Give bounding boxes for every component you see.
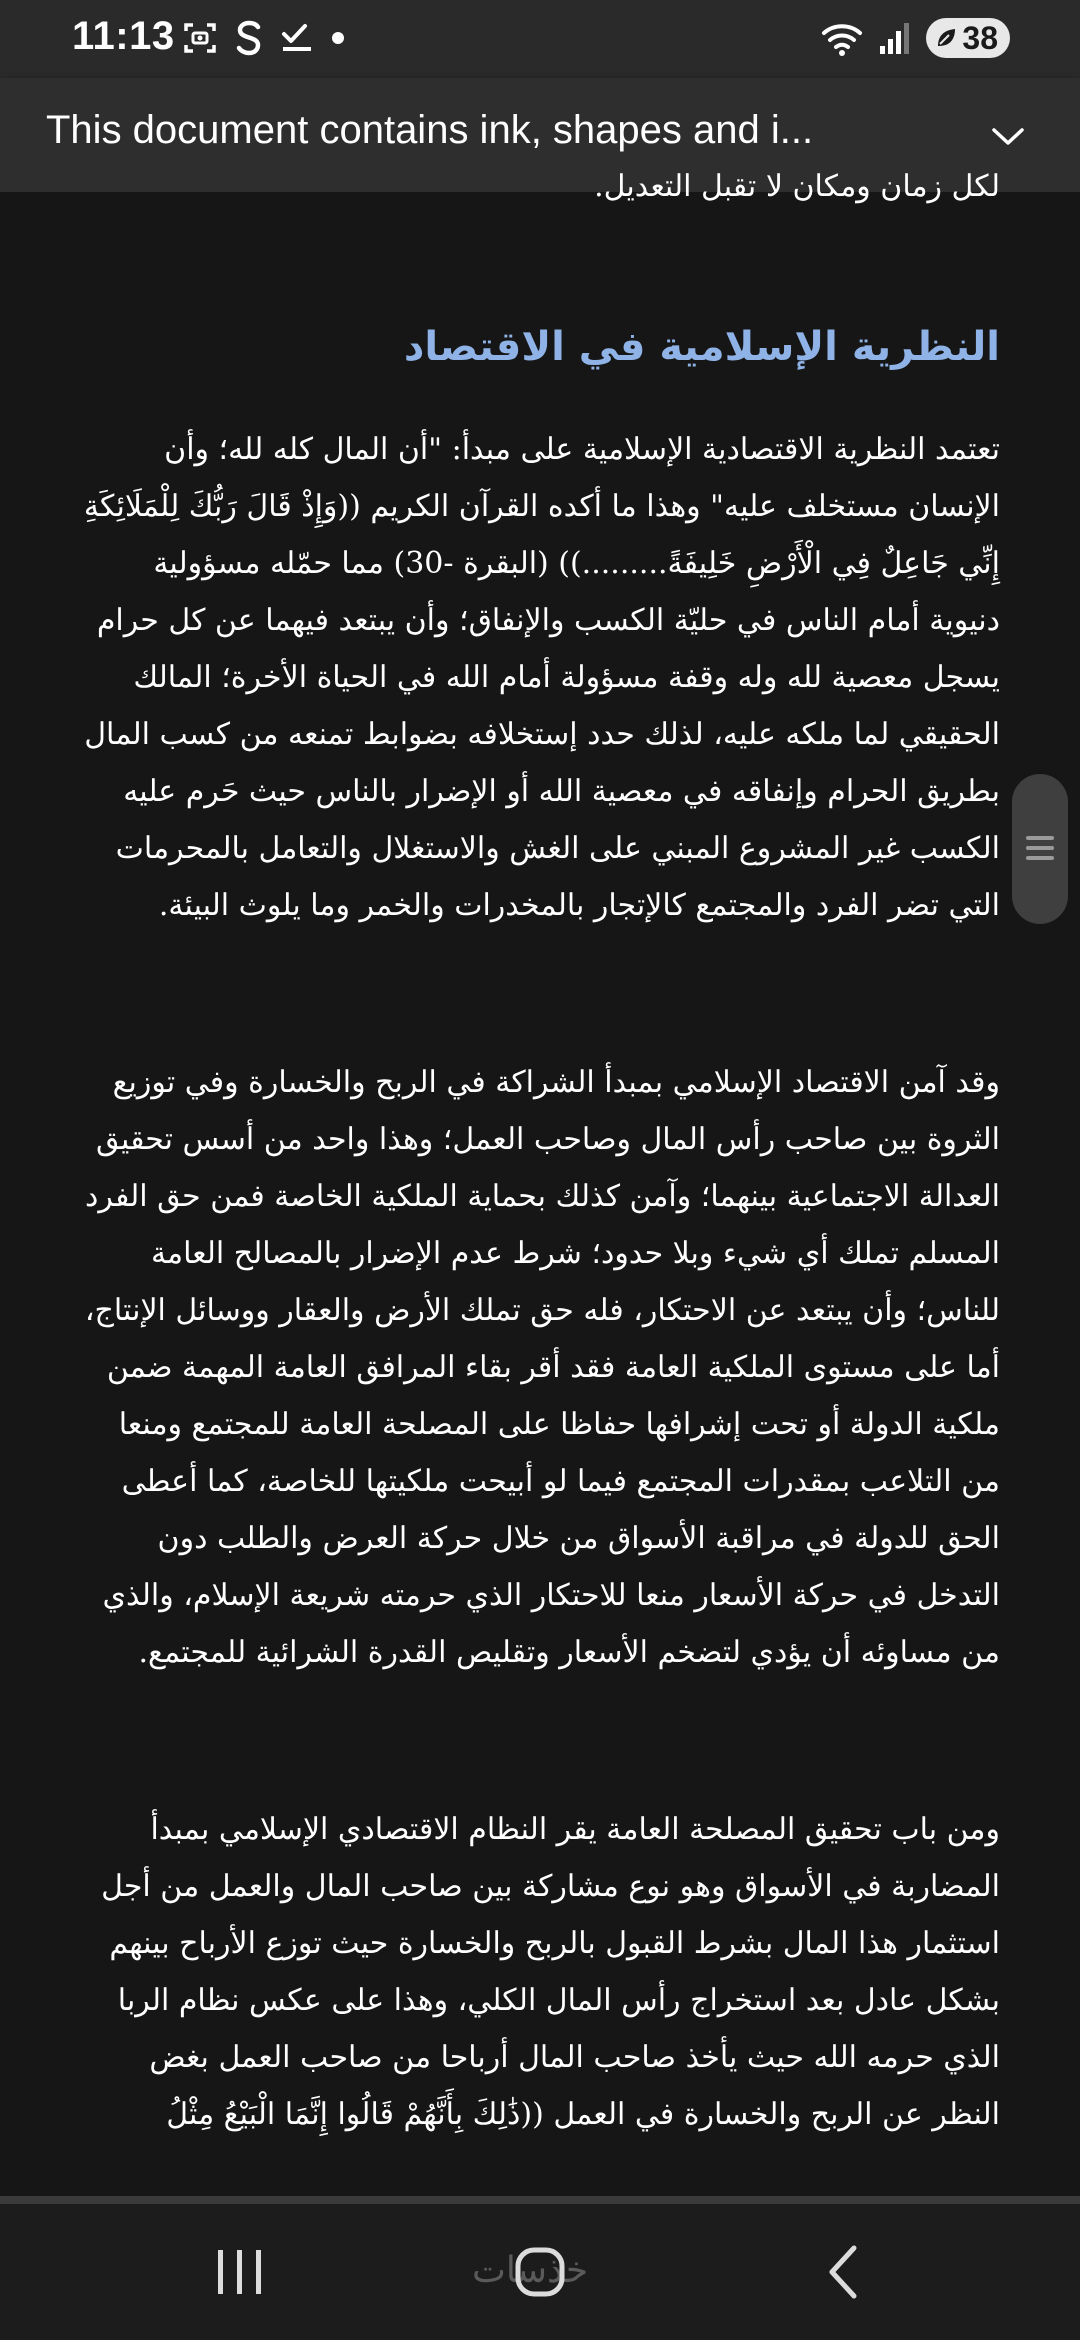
signal-icon xyxy=(878,20,912,56)
recent-apps-icon[interactable] xyxy=(200,2238,280,2306)
handle-grip-line xyxy=(1026,836,1054,840)
home-icon[interactable] xyxy=(500,2238,580,2306)
status-bar xyxy=(0,0,1080,78)
wifi-icon xyxy=(820,19,864,57)
chevron-down-icon[interactable] xyxy=(988,116,1028,156)
handle-grip-line xyxy=(1026,856,1054,860)
more-notifications-dot-icon xyxy=(330,30,346,46)
battery-indicator xyxy=(926,18,1010,58)
navigation-bar xyxy=(0,2204,1080,2340)
document-view[interactable] xyxy=(0,169,1080,2200)
back-icon[interactable] xyxy=(804,2238,884,2306)
paragraph-spacer xyxy=(80,1681,1000,1801)
watermark-text: خذسات xyxy=(472,2250,589,2291)
power-saving-leaf-icon xyxy=(934,26,958,50)
banner-message: This document contains ink, shapes and i... xyxy=(46,108,814,152)
system-icons xyxy=(820,16,1010,60)
screenshot-icon xyxy=(182,20,218,56)
partial-text-line: لكل زمان ومكان لا تقبل التعديل. xyxy=(594,169,1000,204)
paragraph-1: تعتمد النظرية الاقتصادية الإسلامية على مبدأ: "أن المال كله لله؛ وأن الإنسان مستخلف عليه" وهذا ما أكده القرآن الكريم ((وَإِذْ قَالَ رَبُّكَ لِلْمَلَائِكَةِ إِنِّي جَاعِلٌ فِي الْأَرْضِ خَلِيفَةً.........)) (البقرة -30) مما حمّله مسؤولية دنيوية أمام الناس في حليّة الكسب والإنفاق؛ وأن يبتعد فيهما عن كل حرام يسجل معصية لله وله وقفة مسؤولة أمام الله في الحياة الأخرة؛ المالك الحقيقي لما ملكه عليه، لذلك حدد إستخلافه بضوابط تمنعه من كسب المال بطريق الحرام وإنفاقه في معصية الله أو الإضرار بالناس حيث حَرم عليه الكسب غير المشروع المبني على الغش والاستغلال والتعامل بالمحرمات التي تضر الفرد والمجتمع كالإتجار بالمخدرات والخمر وما يلوث البيئة. xyxy=(83,432,1000,923)
section-heading: النظرية الإسلامية في الاقتصاد xyxy=(403,324,1000,370)
task-done-icon xyxy=(280,20,314,56)
notification-icons xyxy=(182,18,346,58)
fast-scroll-handle[interactable] xyxy=(1012,774,1068,924)
handle-grip-line xyxy=(1026,846,1054,850)
skype-icon xyxy=(234,19,264,57)
paragraph-3: ومن باب تحقيق المصلحة العامة يقر النظام الاقتصادي الإسلامي بمبدأ المضاربة في الأسواق وهو نوع مشاركة بين صاحب المال والعمل من أجل استثمار هذا المال بشرط القبول بالربح والخسارة حيث توزع الأرباح بينهم بشكل عادل بعد استخراج رأس المال الكلي، وهذا على عكس نظام الربا الذي حرمه الله حيث يأخذ صاحب المال أرباحا من صاحب العمل بغض النظر عن الربح والخسارة في العمل ((ذَٰلِكَ بِأَنَّهُمْ قَالُوا إِنَّمَا الْبَيْعُ مِثْلُ xyxy=(101,1812,1000,2132)
paragraph-spacer xyxy=(80,934,1000,1054)
document-content xyxy=(80,158,1000,2143)
paragraph-2: وقد آمن الاقتصاد الإسلامي بمبدأ الشراكة في الربح والخسارة وفي توزيع الثروة بين صاحب رأس المال وصاحب العمل؛ وهذا واحد من أسس تحقيق العدالة الاجتماعية بينهما؛ وآمن كذلك بحماية الملكية الخاصة فمن حق الفرد المسلم تملك أي شيء وبلا حدود؛ شرط عدم الإضرار بالمصالح العامة للناس؛ وأن يبتعد عن الاحتكار، فله حق تملك الأرض والعقار ووسائل الإنتاج، أما على مستوى الملكية العامة فقد أقر بقاء المرافق العامة المهمة ضمن ملكية الدولة أو تحت إشرافها حفاظا على المصلحة العامة للمجتمع ومنعا من التلاعب بمقدرات المجتمع فيما لو أبيحت ملكيتها للخاصة، كما أعطى الحق للدولة في مراقبة الأسواق من خلال حركة العرض والطلب دون التدخل في حركة الأسعار منعا للاحتكار الذي حرمته شريعة الإسلام، والذي من مساوئه أن يؤدي لتضخم الأسعار وتقليص القدرة الشرائية للمجتمع. xyxy=(84,1065,1000,1670)
status-time: 11:13 xyxy=(72,14,175,58)
battery-level: 38 xyxy=(962,19,998,56)
divider xyxy=(0,2196,1080,2204)
